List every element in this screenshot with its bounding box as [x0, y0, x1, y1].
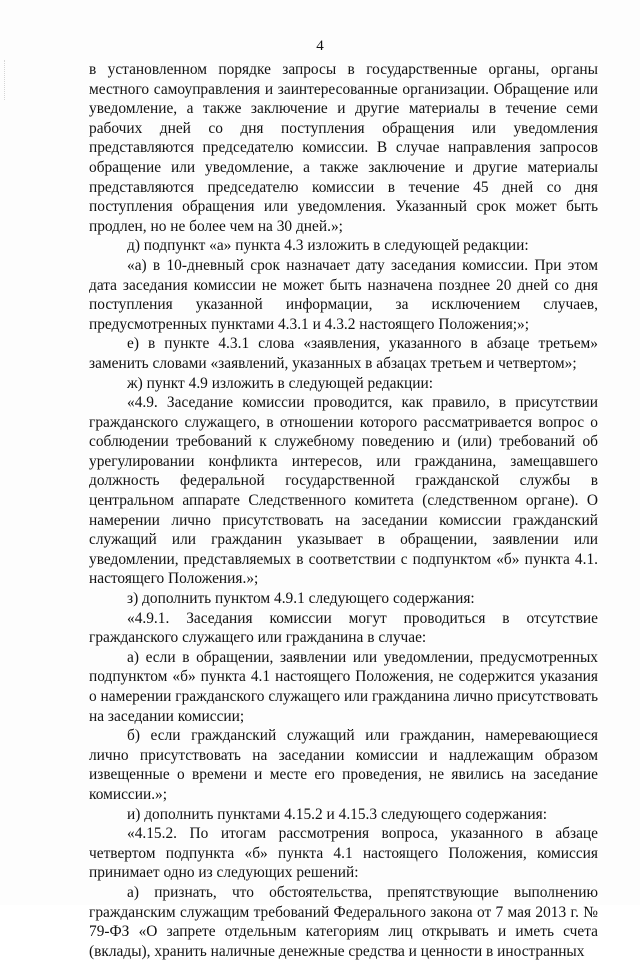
- document-body: [89, 60, 598, 961]
- scan-edge-artifact: [4, 60, 19, 100]
- paragraph-clause-4-9: «4.9. Заседание комиссии проводится, как правило, в присутствии гражданского служащего, в отношении которого рассматривается вопрос о соблюдении требований к служебному поведению и (или) требований об урегулировании конфликта интересов, или гражданина, замещавшего должность федеральной государственной гражданской службы в центральном аппарате Следственного комитета (следственном органе). О намерении лично присутствовать на заседании комиссии гражданский служащий или гражданин указывает в обращении, заявлении или уведомлении, представляемых в соответствии с подпунктом «б» пункта 4.1. настоящего Положения.»;: [89, 394, 598, 588]
- paragraph-item-d: д) подпункт «а» пункта 4.3 изложить в следующей редакции:: [127, 237, 529, 255]
- paragraph-decision-a: а) признать, что обстоятельства, препятствующие выполнению гражданским служащим требований Федерального закона от 7 мая 2013 г. № 79-ФЗ «О запрете отдельным категориям лиц открывать и иметь счета (вклады), хранить наличные денежные средства и ценности в иностранных: [89, 883, 598, 960]
- paragraph-item-e: е) в пункте 4.3.1 слова «заявления, указанного в абзаце третьем» заменить словами «заявлений, указанных в абзацах третьем и четвертом»;: [89, 335, 598, 372]
- paragraph-clause-4-15-2: «4.15.2. По итогам рассмотрения вопроса, указанного в абзаце четвертом подпункта «б» пункта 4.1 настоящего Положения, комиссия принимает одно из следующих решений:: [89, 825, 598, 882]
- paragraph-subitem-a: а) если в обращении, заявлении или уведомлении, предусмотренных подпунктом «б» пункта 4.1 настоящего Положения, не содержится указания о намерении гражданского служащего или гражданина лично присутствовать на заседании комиссии;: [89, 648, 598, 725]
- page-number: 4: [316, 38, 324, 54]
- paragraph-item-i: и) дополнить пунктами 4.15.2 и 4.15.3 следующего содержания:: [127, 805, 548, 823]
- paragraph-continuation: в установленном порядке запросы в государственные органы, органы местного самоуправления и заинтересованные организации. Обращение или уведомление, а также заключение и другие материалы в течение семи рабочих дней со дня поступления обращения или уведомления представляются председателю комиссии. В случае направления запросов обращение или уведомление, а также заключение и другие материалы представляются председателю комиссии в течение 45 дней со дня поступления обращения или уведомления. Указанный срок может быть продлен, но не более чем на 30 дней.»;: [89, 61, 598, 235]
- paragraph-item-zh: ж) пункт 4.9 изложить в следующей редакции:: [127, 374, 433, 392]
- paragraph-item-z: з) дополнить пунктом 4.9.1 следующего содержания:: [127, 590, 475, 608]
- paragraph-clause-4-9-1: «4.9.1. Заседания комиссии могут проводиться в отсутствие гражданского служащего или гражданина в случае:: [89, 609, 598, 647]
- paragraph-quote-a: «а) в 10-дневный срок назначает дату заседания комиссии. При этом дата заседания комиссии не может быть назначена позднее 20 дней со дня поступления указанной информации, за исключением случаев, предусмотренных пунктами 4.3.1 и 4.3.2 настоящего Положения;»;: [89, 256, 598, 333]
- paragraph-subitem-b: б) если гражданский служащий или гражданин, намеревающиеся лично присутствовать на заседании комиссии и надлежащим образом извещенные о времени и месте его проведения, не явились на заседание комиссии.»;: [89, 727, 598, 803]
